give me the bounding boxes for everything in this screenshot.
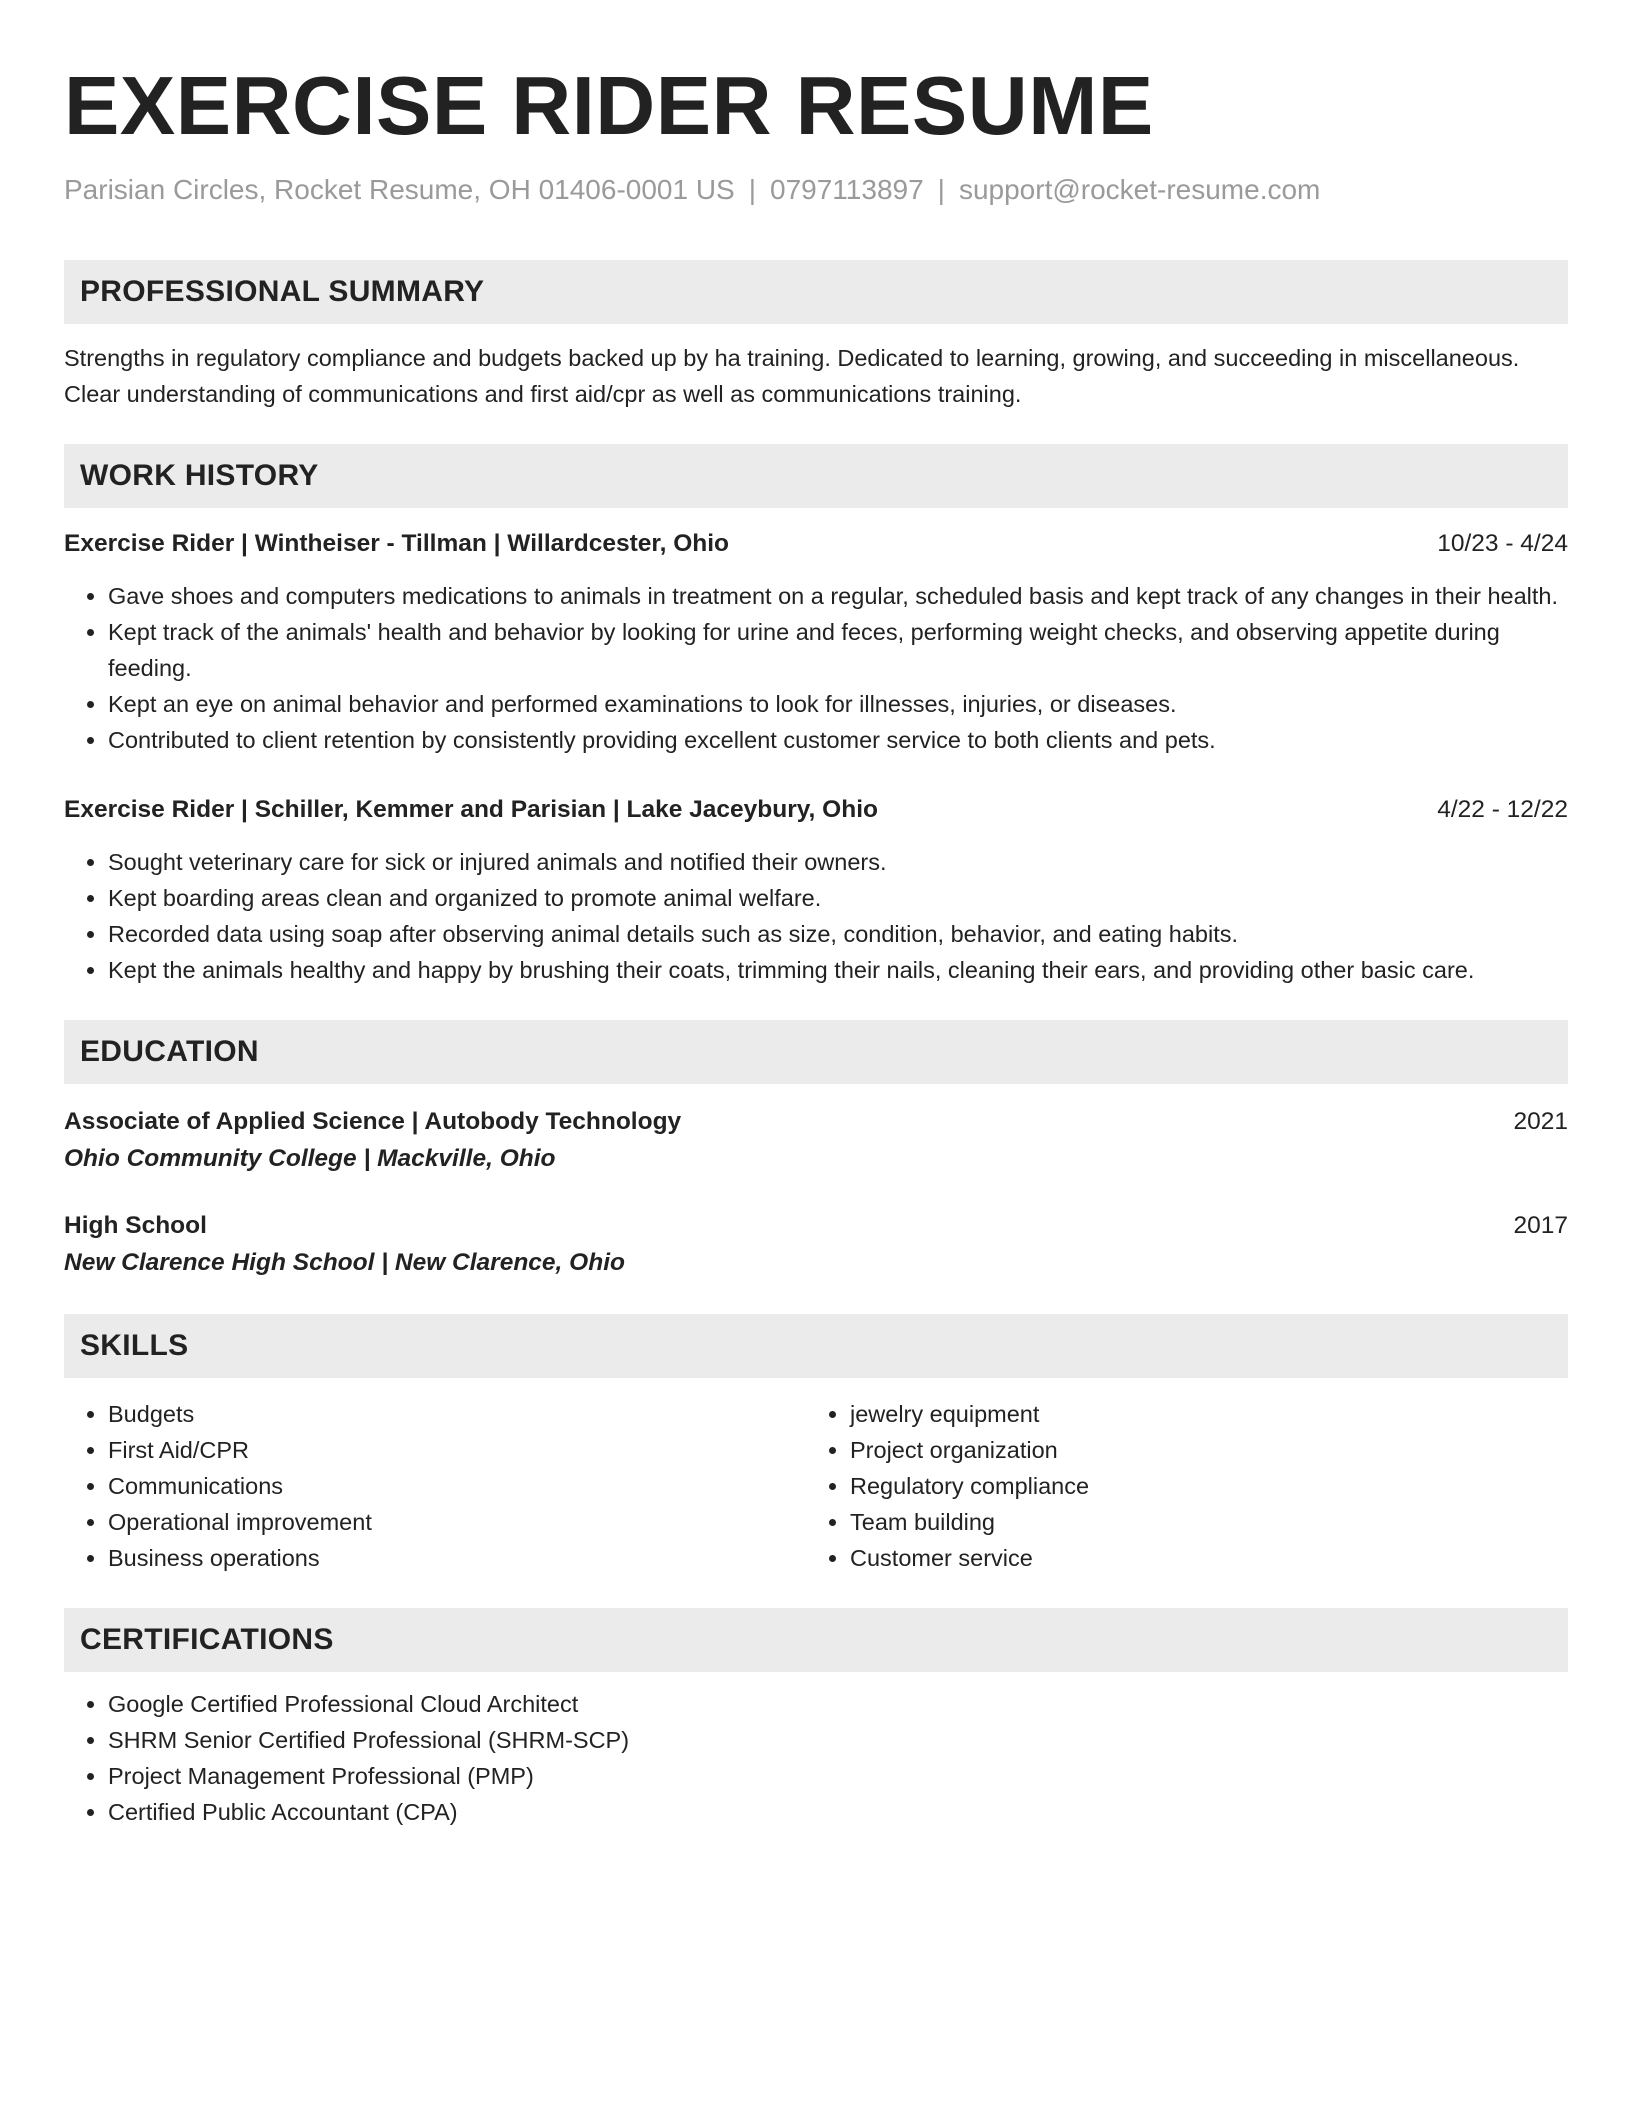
education-entry: [64, 1208, 1568, 1282]
education-year: 2017: [1513, 1212, 1568, 1239]
skill-item: • Budgets: [108, 1396, 806, 1432]
education-heading: EDUCATION: [64, 1020, 1568, 1084]
summary-heading: PROFESSIONAL SUMMARY: [64, 260, 1568, 324]
education-header: [64, 1208, 1568, 1244]
certification-item: • Project Management Professional (PMP): [108, 1758, 1568, 1794]
skills-list-left: [64, 1396, 806, 1576]
job-title: Exercise Rider | Wintheiser - Tillman | Willardcester, Ohio: [64, 530, 730, 557]
skill-item: • Business operations: [108, 1540, 806, 1576]
job-bullet: • Kept an eye on animal behavior and performed examinations to look for illnesses, injuries, or diseases.: [108, 686, 1568, 722]
job-dates: 10/23 - 4/24: [1437, 530, 1568, 557]
job-bullets: [64, 578, 1568, 758]
job-entry: [64, 792, 1568, 988]
skill-item: • Customer service: [850, 1540, 1548, 1576]
certification-item: • Google Certified Professional Cloud Architect: [108, 1686, 1568, 1722]
contact-line: [64, 172, 1568, 208]
certifications-heading: CERTIFICATIONS: [64, 1608, 1568, 1672]
contact-separator: |: [748, 174, 757, 205]
job-bullet: • Kept the animals healthy and happy by brushing their coats, trimming their nails, cleaning their ears, and providing other basic care.: [108, 952, 1568, 988]
skill-item: • Project organization: [850, 1432, 1548, 1468]
resume-title: EXERCISE RIDER RESUME: [64, 59, 1154, 152]
skill-item: • Team building: [850, 1504, 1548, 1540]
summary-text: Strengths in regulatory compliance and budgets backed up by ha training. Dedicated to learning, growing, and succeeding in miscellaneous. Clear understanding of communications and first aid/cpr as well as communications training.: [64, 345, 1520, 407]
skill-item: • Operational improvement: [108, 1504, 806, 1540]
skill-item: • Communications: [108, 1468, 806, 1504]
skill-item: • First Aid/CPR: [108, 1432, 806, 1468]
skills-columns: [64, 1396, 1568, 1576]
job-bullet: • Kept track of the animals' health and behavior by looking for urine and feces, performing weight checks, and observing appetite during feeding.: [108, 614, 1568, 686]
contact-phone: 0797113897: [770, 174, 924, 205]
certification-item: • Certified Public Accountant (CPA): [108, 1794, 1568, 1830]
job-bullet: • Kept boarding areas clean and organized to promote animal welfare.: [108, 880, 1568, 916]
contact-email: support@rocket-resume.com: [958, 174, 1321, 205]
education-school: New Clarence High School | New Clarence, Ohio: [64, 1249, 625, 1276]
job-header: [64, 792, 1568, 828]
job-bullet: • Contributed to client retention by consistently providing excellent customer service to both clients and pets.: [108, 722, 1568, 758]
job-bullet: • Sought veterinary care for sick or injured animals and notified their owners.: [108, 844, 1568, 880]
skills-list-right: [806, 1396, 1548, 1576]
job-header: [64, 526, 1568, 562]
certifications-section: [64, 1686, 1568, 1830]
education-school: Ohio Community College | Mackville, Ohio: [64, 1145, 556, 1172]
contact-separator: |: [937, 174, 945, 205]
skill-item: • Regulatory compliance: [850, 1468, 1548, 1504]
job-bullet: • Recorded data using soap after observing animal details such as size, condition, behavior, and eating habits.: [108, 916, 1568, 952]
education-header: [64, 1104, 1568, 1140]
certification-item: • SHRM Senior Certified Professional (SHRM-SCP): [108, 1722, 1568, 1758]
skill-item: • jewelry equipment: [850, 1396, 1548, 1432]
contact-address: Parisian Circles, Rocket Resume, OH 01406-0001 US: [64, 174, 735, 205]
education-degree: High School: [64, 1212, 207, 1239]
education-year: 2021: [1513, 1108, 1568, 1135]
job-bullets: [64, 844, 1568, 988]
work-history-heading: WORK HISTORY: [64, 444, 1568, 508]
education-entry: [64, 1104, 1568, 1178]
job-title: Exercise Rider | Schiller, Kemmer and Parisian | Lake Jaceybury, Ohio: [64, 796, 878, 823]
certifications-list: [64, 1686, 1568, 1830]
education-degree: Associate of Applied Science | Autobody Technology: [64, 1108, 682, 1135]
job-entry: [64, 526, 1568, 758]
resume-page: [64, 0, 1568, 1830]
skills-heading: SKILLS: [64, 1314, 1568, 1378]
job-dates: 4/22 - 12/22: [1437, 796, 1568, 823]
job-bullet: • Gave shoes and computers medications to animals in treatment on a regular, scheduled basis and kept track of any changes in their health.: [108, 578, 1568, 614]
